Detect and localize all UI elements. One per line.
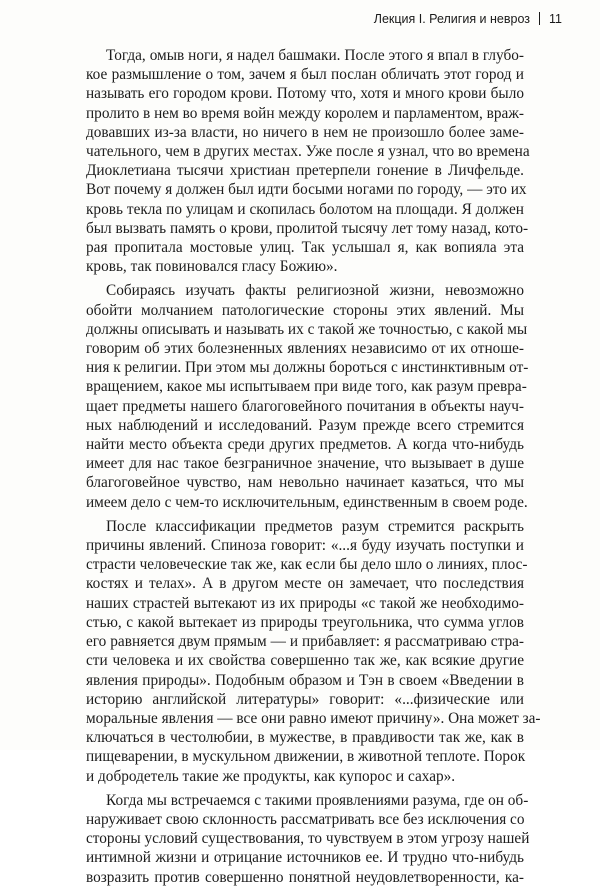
text-line: пролито в нем во время войн между королем и парламентом, враж- [86, 104, 524, 122]
body-text [86, 46, 541, 887]
text-line: Когда мы встречаемся с такими проявлениями разума, где он об- [106, 791, 529, 809]
paragraph [86, 46, 530, 276]
text-line: должны описывать и называть их с такой же точностью, с какой мы [86, 320, 528, 338]
text-line: Собираясь изучать факты религиозной жизни, невозможно [106, 282, 524, 300]
text-line: его равняется двум прямым — и прибавляет: я рассматриваю стра- [86, 633, 524, 651]
text-line: костях и телах». А в другом месте он замечает, что последствия [86, 575, 524, 593]
text-line: наруживает свою склонность рассматривать все без исключения со [86, 810, 525, 828]
text-line: был вызвать память о крови, пролитой тысячу лет тому назад, кото- [86, 219, 529, 237]
text-line: пищеварении, в мускульном движении, в животной теплоте. Порок [86, 748, 526, 766]
text-line: историю английской литературы» говорит: «...физические или [86, 690, 524, 708]
text-line: рая пропитала мостовые улиц. Так услышал я, как вопияла эта [86, 239, 524, 257]
text-line: явления природы». Подобным образом и Тэн в своем «Введении в [86, 671, 524, 689]
page-number: 11 [549, 12, 562, 26]
text-line: ния к религии. При этом мы должны бороться с инстинктивным от- [86, 359, 529, 377]
paragraph [86, 281, 529, 511]
text-line: наших страстей вытекают из их природы «с такой же необходимо- [86, 594, 524, 612]
paragraph [86, 517, 541, 786]
text-line: называть его городом крови. Потому что, хотя и много крови было [86, 85, 524, 103]
text-line: ных наблюдений и исследований. Разум прежде всего стремится [86, 416, 524, 434]
text-line: страсти человеческие так же, как если бы дело шло о линиях, плос- [86, 556, 528, 574]
text-line: имеет для нас такое безграничное значение, что вызывает в душе [86, 455, 524, 473]
text-line: моральные явления — все они равно имеют причину». Она может за- [86, 709, 541, 727]
text-line: и добродетель такие же продукты, как купорос и сахар». [86, 767, 456, 785]
text-line: кровь текла по улицам и скопилась болотом на площади. Я должен [86, 200, 524, 218]
text-line: довавших из-за власти, но ничего в нем не произошло более заме- [86, 123, 524, 141]
text-line: Тогда, омыв ноги, я надел башмаки. После этого я впал в глубо- [106, 47, 524, 64]
text-line: стью, с какой вытекает из природы треугольника, что сумма углов [86, 613, 524, 631]
text-line: возразить против совершенно понятной неудовлетворенности, ка- [86, 868, 524, 886]
text-line: чательного, чем в других местах. Уже после я узнал, что во времена [86, 143, 530, 161]
chapter-title: Лекция I. Религия и невроз [373, 12, 531, 26]
paragraph [86, 791, 530, 887]
text-line: говорим об этих болезненных явлениях независимо от их отноше- [86, 340, 524, 358]
text-line: найти место объекта среди других предметов. А когда что-нибудь [86, 436, 524, 454]
text-line: После классификации предметов разум стремится раскрыть [106, 517, 524, 535]
header-divider [539, 12, 540, 25]
running-header [374, 12, 562, 26]
text-line: обойти молчанием патологические стороны этих явлений. Мы [86, 301, 524, 319]
text-line: стороны условий существования, то чувствуем в этом угрозу нашей [86, 830, 530, 848]
text-line: Диоклетиана тысячи христиан претерпели гонение в Личфельде. [86, 162, 524, 180]
text-line: ключаться в честолюбии, в мужестве, в правдивости так же, как в [86, 729, 524, 747]
text-line: Вот почему я должен был идти босыми ногами по городу, — это их [86, 181, 527, 199]
text-line: щает предметы нашего благоговейного почитания в объекты науч- [86, 397, 524, 415]
text-line: благоговейное чувство, нам невольно начинает казаться, что мы [86, 474, 524, 492]
text-line: причины явлений. Спиноза говорит: «...я буду изучать поступки и [86, 537, 524, 555]
text-line: кровь, так повиновался гласу Божию». [86, 258, 338, 276]
text-line: вращением, какое мы испытываем при виде того, как разум превра- [86, 378, 527, 396]
text-line: кое размышление о том, зачем я был послан обличать этот город и [86, 66, 524, 84]
text-line: сти человека и их свойства совершенно так же, как всякие другие [86, 652, 524, 670]
text-line: интимной жизни и отрицание источников ее. И трудно что-нибудь [86, 849, 524, 867]
text-line: имеем дело с чем-то исключительным, единственным в своем роде. [86, 493, 528, 511]
